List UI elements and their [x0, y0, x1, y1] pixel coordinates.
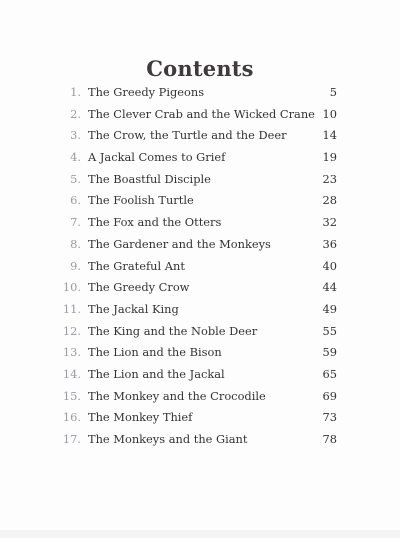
toc-entry: [0, 299, 400, 321]
toc-entry-title: The Monkey and the Crocodile: [88, 388, 266, 403]
toc-entry: [0, 321, 400, 343]
toc-entry-page: 10: [322, 106, 337, 121]
toc-entry-title: The Jackal King: [88, 301, 179, 316]
toc-entry: [0, 190, 400, 212]
toc-entry-page: 23: [322, 171, 337, 186]
toc-entry-number: 8.: [70, 236, 81, 251]
page-title: Contents: [146, 56, 254, 81]
toc-entry-number: 10.: [62, 280, 81, 295]
toc-entry-title: The Foolish Turtle: [88, 193, 194, 208]
toc-entry-page: 19: [322, 150, 337, 165]
toc-entry-page: 59: [322, 345, 337, 360]
toc-entry-number: 17.: [62, 432, 81, 446]
toc-entry-number: 9.: [70, 258, 81, 273]
toc-entry-page: 73: [322, 410, 337, 425]
toc-entry-page: 28: [322, 193, 337, 208]
toc-entry-number: 1.: [70, 85, 81, 99]
toc-entry: [0, 256, 400, 278]
toc-entry-number: 13.: [62, 345, 81, 360]
page-bottom-edge: [0, 530, 400, 538]
toc-entry-number: 16.: [62, 410, 81, 425]
toc-entry-number: 3.: [70, 128, 81, 143]
toc-entry-title: The Monkey Thief: [88, 410, 193, 425]
toc-entry-page: 49: [322, 301, 337, 316]
toc-entry: [0, 104, 400, 126]
toc-entry-title: The Clever Crab and the Wicked Crane: [88, 106, 315, 121]
toc-entry: [0, 212, 400, 234]
toc-entry: [0, 429, 400, 451]
toc-entry: [0, 277, 400, 299]
toc-entry-title: The King and the Noble Deer: [88, 323, 258, 338]
toc-entry-number: 5.: [70, 171, 81, 186]
toc-entry-page: 69: [322, 388, 337, 403]
toc-entry-page: 44: [322, 280, 337, 295]
toc-entry-number: 11.: [62, 301, 81, 316]
toc-entry-title: The Greedy Crow: [88, 280, 190, 295]
toc-entry-number: 15.: [62, 388, 81, 403]
toc-entry-number: 6.: [70, 193, 81, 208]
toc-entry: [0, 147, 400, 169]
toc-entry-title: The Gardener and the Monkeys: [88, 236, 271, 251]
toc-entry-page: 5: [329, 85, 337, 99]
toc-entry: [0, 234, 400, 256]
toc-entry-page: 32: [322, 215, 337, 230]
toc-entry-title: The Grateful Ant: [88, 258, 185, 273]
toc-entry-page: 36: [322, 236, 337, 251]
toc-entry-number: 12.: [62, 323, 81, 338]
toc-entry-number: 2.: [70, 106, 81, 121]
toc-entry-title: The Crow, the Turtle and the Deer: [88, 128, 287, 143]
toc-entry-page: 55: [322, 323, 337, 338]
toc-entry: [0, 386, 400, 408]
toc-entry: [0, 407, 400, 429]
toc-entry: [0, 82, 400, 104]
toc-entry: [0, 169, 400, 191]
toc-entry-page: 65: [322, 366, 337, 381]
toc-entry-title: The Fox and the Otters: [88, 215, 222, 230]
toc-entry-title: The Boastful Disciple: [88, 171, 211, 186]
toc-entry-number: 14.: [62, 366, 81, 381]
toc-entry-page: 14: [322, 128, 337, 143]
toc-entry-page: 40: [322, 258, 337, 273]
toc-entry-page: 78: [322, 432, 337, 446]
toc-entry-title: The Greedy Pigeons: [88, 85, 205, 99]
toc-entry-number: 7.: [70, 215, 81, 230]
toc-entry-title: The Lion and the Jackal: [88, 366, 225, 381]
toc-entry-title: The Lion and the Bison: [88, 345, 222, 360]
table-of-contents: [0, 82, 400, 451]
toc-entry-number: 4.: [70, 150, 81, 165]
toc-entry: [0, 364, 400, 386]
toc-entry-title: The Monkeys and the Giant: [88, 432, 248, 446]
toc-entry: [0, 125, 400, 147]
toc-entry: [0, 342, 400, 364]
toc-entry-title: A Jackal Comes to Grief: [88, 150, 226, 165]
